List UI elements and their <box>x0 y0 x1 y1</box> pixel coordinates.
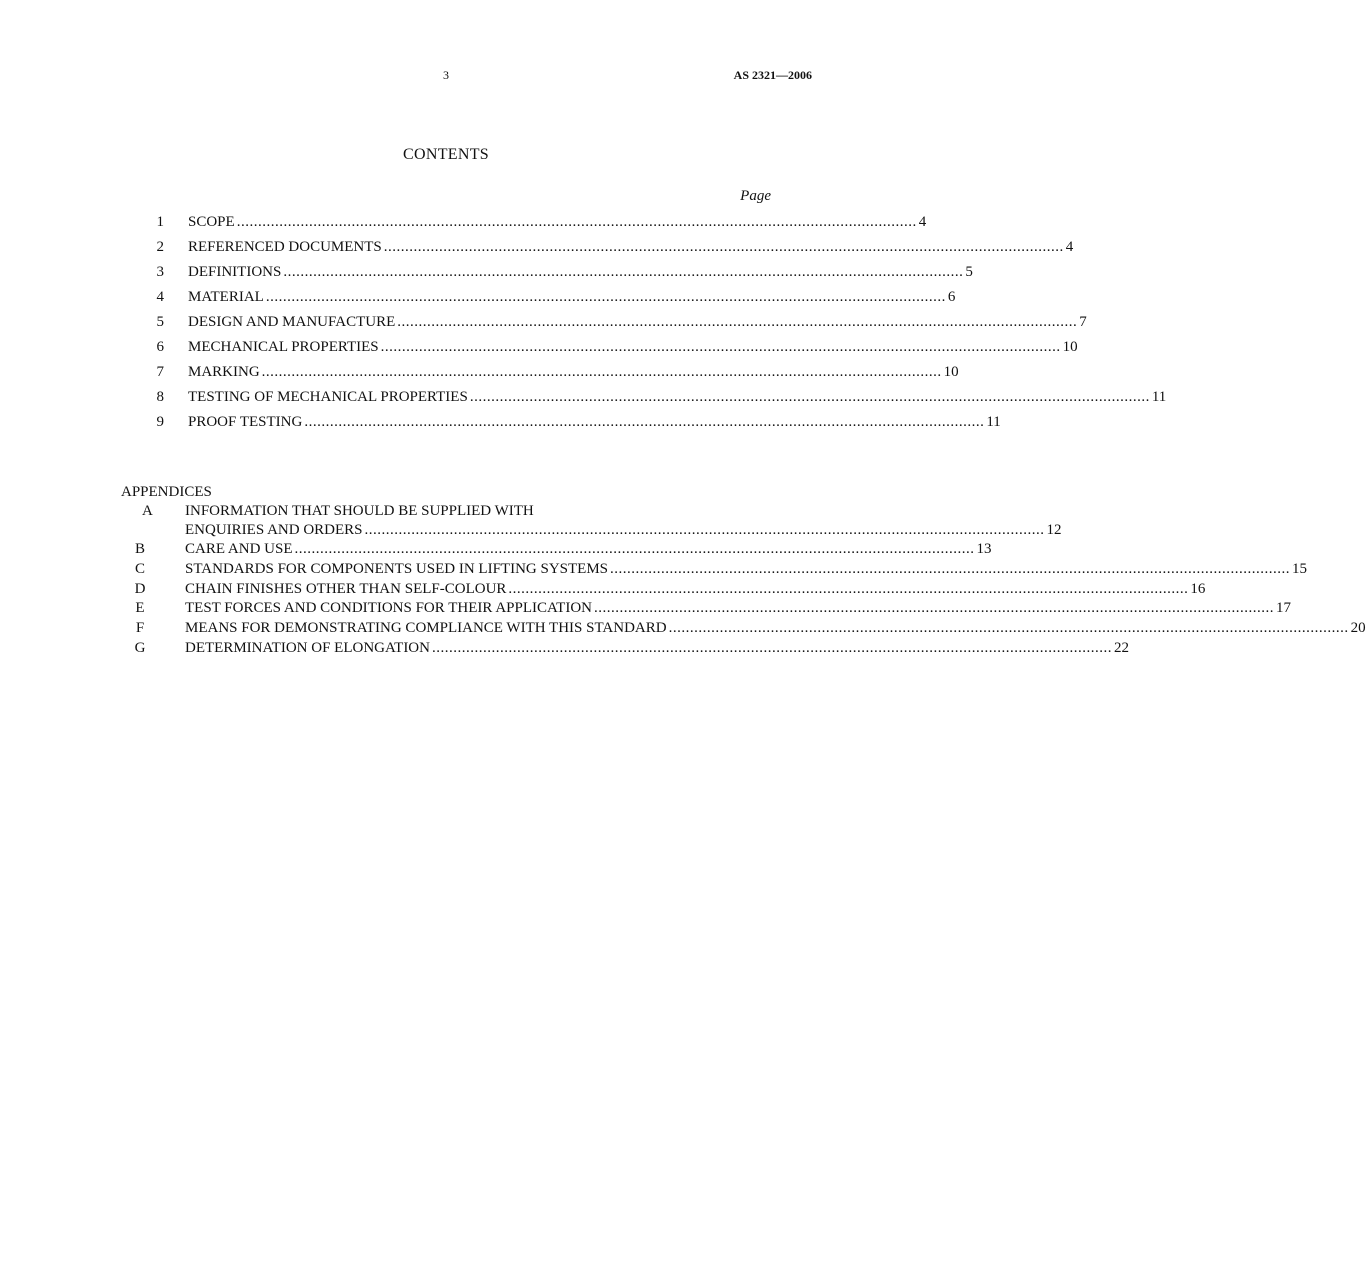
section-number: 3 <box>156 264 164 280</box>
dot-leader: ................................................................................................................................................................ <box>304 414 985 430</box>
contents-title: CONTENTS <box>403 146 489 163</box>
section-page: 7 <box>1079 314 1087 330</box>
section-page: 4 <box>1065 239 1074 255</box>
toc-entry <box>188 287 956 307</box>
section-number: 9 <box>156 414 164 430</box>
section-number: 6 <box>156 339 164 355</box>
dot-leader: ................................................................................................................................................................ <box>397 314 1078 330</box>
dot-leader: ................................................................................................................................................................ <box>380 339 1061 355</box>
dot-leader: ................................................................................................................................................................ <box>364 522 1045 538</box>
section-number: 1 <box>156 214 164 230</box>
toc-row-appendix-a[interactable] <box>0 520 1062 540</box>
section-title: DEFINITIONS <box>188 264 282 280</box>
toc-row-section-8[interactable] <box>0 387 1167 407</box>
appendix-letter: E <box>135 600 145 616</box>
section-number: 7 <box>156 364 164 380</box>
appendix-letter-a: A <box>142 503 153 519</box>
section-page: 10 <box>1062 339 1078 355</box>
section-title: PROOF TESTING <box>188 414 303 430</box>
dot-leader: ................................................................................................................................................................ <box>431 640 1112 656</box>
appendix-title: DETERMINATION OF ELONGATION <box>185 640 430 656</box>
dot-leader: ................................................................................................................................................................ <box>508 581 1189 597</box>
toc-entry <box>185 559 1308 579</box>
toc-row-section-9[interactable] <box>0 412 1001 432</box>
toc-row-appendix-c[interactable] <box>0 559 1308 579</box>
appendix-letter: B <box>134 541 145 557</box>
appendix-title: CHAIN FINISHES OTHER THAN SELF-COLOUR <box>185 581 507 597</box>
toc-entry <box>188 237 1074 257</box>
dot-leader: ................................................................................................................................................................ <box>594 600 1274 616</box>
appendix-page: 20 <box>1350 620 1366 636</box>
toc-entry <box>188 312 1087 332</box>
section-number: 8 <box>156 389 164 405</box>
section-page: 4 <box>918 214 927 230</box>
toc-row-section-6[interactable] <box>0 337 1078 357</box>
dot-leader: ................................................................................................................................................................ <box>668 620 1349 636</box>
section-number: 4 <box>156 289 164 305</box>
toc-entry <box>188 362 959 382</box>
section-page: 11 <box>1151 389 1167 405</box>
toc-row-appendix-b[interactable] <box>0 539 992 559</box>
dot-leader: ................................................................................................................................................................ <box>383 239 1064 255</box>
toc-row-section-1[interactable] <box>0 212 927 232</box>
toc-row-section-3[interactable] <box>0 262 973 282</box>
dot-leader: ................................................................................................................................................................ <box>261 364 942 380</box>
dot-leader: ................................................................................................................................................................ <box>610 561 1291 577</box>
appendix-title: TEST FORCES AND CONDITIONS FOR THEIR APPLICATION <box>185 600 592 616</box>
dot-leader: ................................................................................................................................................................ <box>469 389 1150 405</box>
section-title: MECHANICAL PROPERTIES <box>188 339 379 355</box>
appendix-page: 17 <box>1276 600 1291 616</box>
toc-row-appendix-d[interactable] <box>0 579 1206 599</box>
appendix-title: MEANS FOR DEMONSTRATING COMPLIANCE WITH THIS STANDARD <box>185 620 667 636</box>
section-page: 5 <box>965 264 973 280</box>
appendix-title: CARE AND USE <box>185 541 293 557</box>
appendix-page: 22 <box>1113 640 1129 656</box>
dot-leader: ................................................................................................................................................................ <box>283 264 964 280</box>
appendix-page: 13 <box>976 541 992 557</box>
appendix-a-title-line1[interactable]: INFORMATION THAT SHOULD BE SUPPLIED WITH <box>185 503 534 519</box>
toc-row-section-4[interactable] <box>0 287 956 307</box>
section-title: MARKING <box>188 364 260 380</box>
section-number: 5 <box>156 314 164 330</box>
toc-row-appendix-e[interactable] <box>0 598 1291 618</box>
appendix-letter: F <box>135 620 145 636</box>
section-number: 2 <box>156 239 164 255</box>
toc-entry <box>188 412 1001 432</box>
appendix-title: ENQUIRIES AND ORDERS <box>185 522 363 538</box>
toc-entry <box>185 598 1291 618</box>
toc-entry <box>185 579 1206 599</box>
appendices-heading: APPENDICES <box>121 484 212 500</box>
page-number: 3 <box>443 68 449 82</box>
toc-row-appendix-g[interactable] <box>0 638 1129 658</box>
appendix-page: 15 <box>1292 561 1308 577</box>
page-column-label: Page <box>740 188 771 204</box>
dot-leader: ................................................................................................................................................................ <box>265 289 946 305</box>
dot-leader: ................................................................................................................................................................ <box>236 214 917 230</box>
section-page: 6 <box>947 289 956 305</box>
toc-entry <box>188 387 1167 407</box>
appendix-title: STANDARDS FOR COMPONENTS USED IN LIFTING SYSTEMS <box>185 561 609 577</box>
appendix-letter: D <box>134 581 146 597</box>
section-title: SCOPE <box>188 214 235 230</box>
document-code: AS 2321—2006 <box>733 68 812 82</box>
toc-entry <box>188 337 1078 357</box>
toc-row-section-7[interactable] <box>0 362 959 382</box>
toc-row-section-2[interactable] <box>0 237 1074 257</box>
section-title: REFERENCED DOCUMENTS <box>188 239 382 255</box>
appendix-page: 12 <box>1046 522 1062 538</box>
appendix-page: 16 <box>1190 581 1206 597</box>
appendix-letter: C <box>134 561 145 577</box>
toc-entry <box>185 618 1366 638</box>
toc-entry <box>188 262 973 282</box>
section-title: TESTING OF MECHANICAL PROPERTIES <box>188 389 468 405</box>
toc-entry <box>185 539 992 559</box>
toc-entry <box>185 638 1129 658</box>
section-page: 10 <box>943 364 959 380</box>
section-page: 11 <box>986 414 1001 430</box>
toc-row-appendix-f[interactable] <box>0 618 1366 638</box>
toc-row-section-5[interactable] <box>0 312 1087 332</box>
toc-entry <box>185 520 1062 540</box>
toc-entry <box>188 212 927 232</box>
appendix-letter: G <box>134 640 146 656</box>
section-title: MATERIAL <box>188 289 264 305</box>
section-title: DESIGN AND MANUFACTURE <box>188 314 396 330</box>
dot-leader: ................................................................................................................................................................ <box>294 541 975 557</box>
